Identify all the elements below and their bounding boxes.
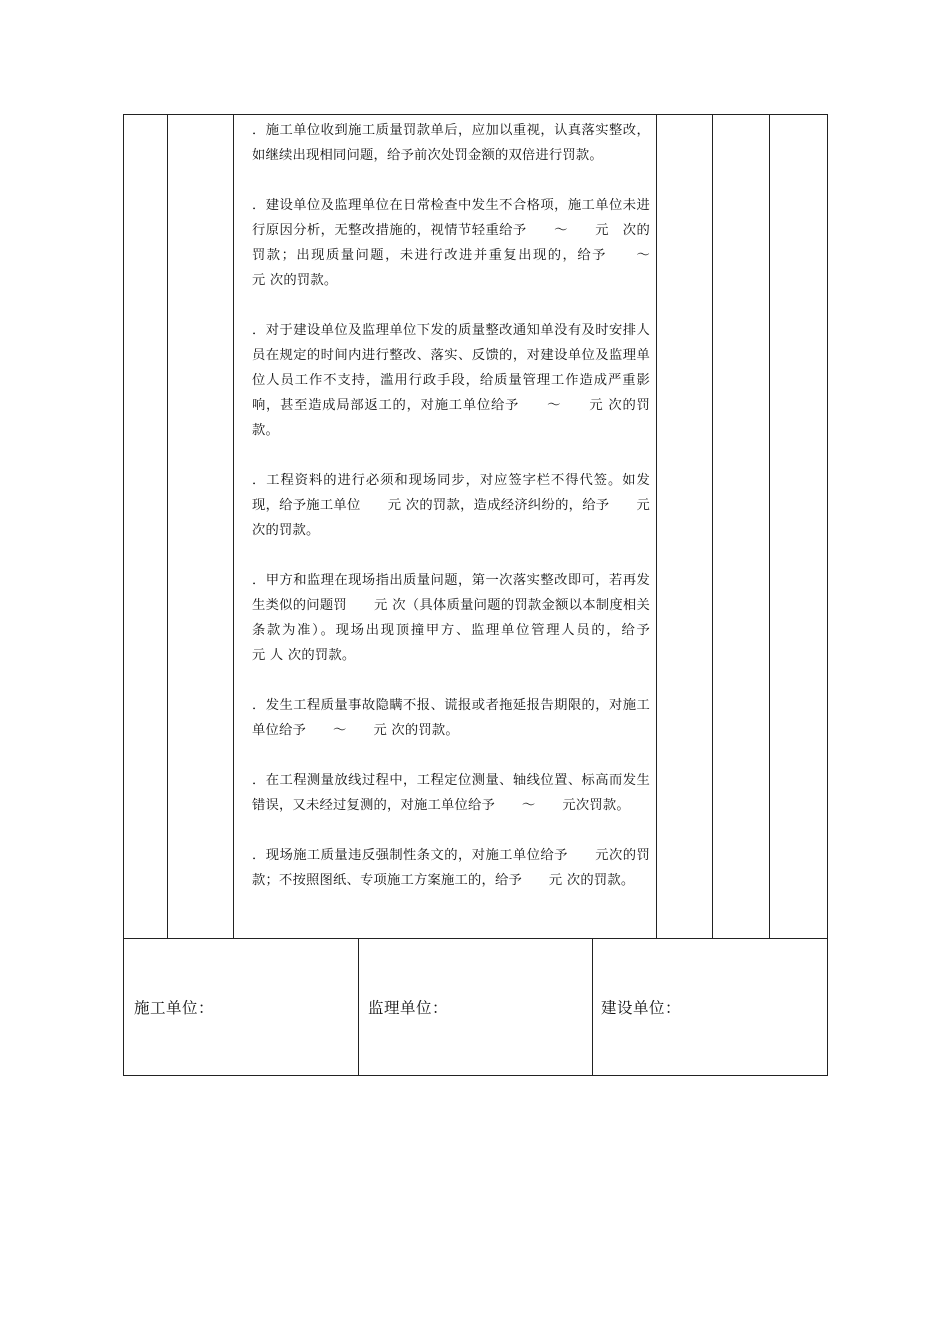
clause-paragraph: ．发生工程质量事故隐瞒不报、谎报或者拖延报告期限的，对施工单位给予 ～ 元 次的罚款。 <box>252 698 650 738</box>
row-divider <box>123 938 828 939</box>
signature-divider <box>358 938 359 1076</box>
column-divider <box>769 114 770 938</box>
column-divider <box>167 114 168 938</box>
owner-unit-signature: 建设单位： <box>601 999 682 1017</box>
column-divider <box>656 114 657 938</box>
clause-paragraph: ．工程资料的进行必须和现场同步，对应签字栏不得代签。如发现，给予施工单位 元 次的罚款，造成经济纠纷的，给予 元 次的罚款。 <box>252 473 655 538</box>
clause-paragraph: ．对于建设单位及监理单位下发的质量整改通知单没有及时安排人员在规定的时间内进行整改、落实、反馈的，对建设单位及监理单位人员工作不支持，滥用行政手段，给质量管理工作造成严重影响，甚至造成局部返工的，对施工单位给予 ～ 元 次的罚款。 <box>252 323 650 438</box>
clause-paragraph: ．在工程测量放线过程中，工程定位测量、轴线位置、标高而发生错误，又未经过复测的，对施工单位给予 ～ 元次罚款。 <box>252 773 650 813</box>
clause-paragraph: ．甲方和监理在现场指出质量问题，第一次落实整改即可，若再发生类似的问题罚 元 次（具体质量问题的罚款金额以本制度相关条款为准）。现场出现顶撞甲方、监理单位管理人员的，给予 元 人 次的罚款。 <box>252 573 677 663</box>
clause-paragraph: ．施工单位收到施工质量罚款单后，应加以重视，认真落实整改，如继续出现相同问题，给予前次处罚金额的双倍进行罚款。 <box>252 123 650 163</box>
signature-divider <box>592 938 593 1076</box>
penalty-clauses <box>252 118 677 893</box>
column-divider <box>712 114 713 938</box>
supervision-unit-signature: 监理单位： <box>368 999 449 1017</box>
column-divider <box>233 114 234 938</box>
construction-unit-signature: 施工单位： <box>134 999 215 1017</box>
clause-paragraph: ．建设单位及监理单位在日常检查中发生不合格项，施工单位未进行原因分析，无整改措施的，视情节轻重给予 ～ 元 次的罚款；出现质量问题，未进行改进并重复出现的，给予 ～ 元 次的罚款。 <box>252 198 677 288</box>
clause-paragraph: ．现场施工质量违反强制性条文的，对施工单位给予 元次的罚款；不按照图纸、专项施工方案施工的，给予 元 次的罚款。 <box>252 848 650 888</box>
